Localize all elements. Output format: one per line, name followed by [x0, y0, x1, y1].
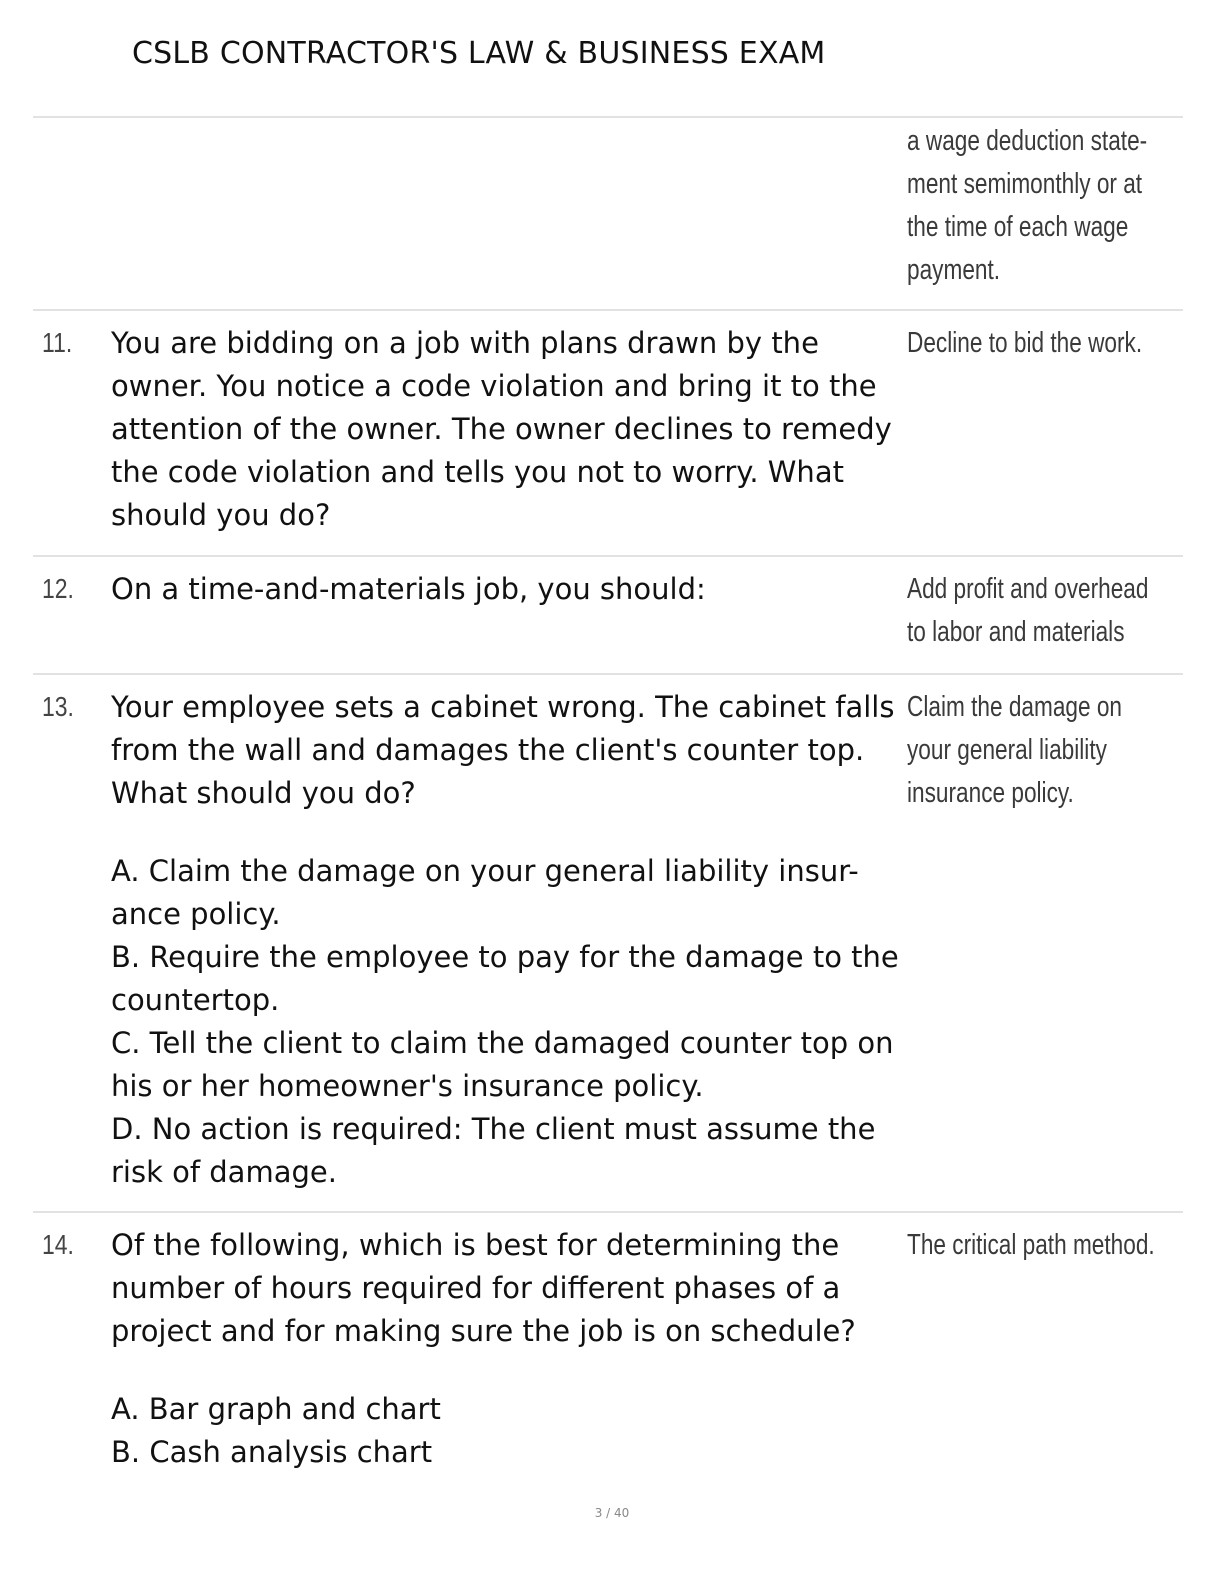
option-c: C. Tell the client to claim the damaged counter top on his or her homeowner's insurance policy.	[111, 1026, 894, 1103]
question-text	[111, 686, 911, 1194]
question-11-text: You are bidding on a job with plans drawn by the owner. You notice a code violation and bring it to the attention of the owner. The owner declines to remedy the code violation and tells you not to worry. What should you do?	[111, 326, 892, 532]
divider	[33, 309, 1183, 311]
answer-14: The critical path method.	[907, 1229, 1155, 1261]
question-12-text: On a time-and-materials job, you should:	[111, 572, 706, 606]
options-list	[111, 850, 911, 1194]
question-text	[111, 568, 911, 611]
divider	[33, 1211, 1183, 1213]
option-b: B. Require the employee to pay for the damage to the countertop.	[111, 940, 899, 1017]
question-number: 11.	[42, 327, 73, 358]
answer-12: Add profit and overhead to labor and materials	[907, 573, 1149, 648]
page-title: CSLB CONTRACTOR'S LAW & BUSINESS EXAM	[132, 36, 826, 71]
options-list	[111, 1388, 911, 1474]
divider	[33, 673, 1183, 675]
option-a: A. Claim the damage on your general liability insur- ance policy.	[111, 854, 859, 931]
question-text	[111, 1224, 911, 1474]
divider	[33, 555, 1183, 557]
answer-continued: a wage deduction state- ment semimonthly or at the time of each wage payment.	[907, 125, 1148, 286]
question-13-text: Your employee sets a cabinet wrong. The cabinet falls from the wall and damages the client's counter top. What should you do?	[111, 690, 895, 810]
option-b: B. Cash analysis chart	[111, 1435, 433, 1469]
page-number: 3 / 40	[594, 1506, 630, 1520]
question-text	[111, 322, 911, 537]
answer-11: Decline to bid the work.	[907, 327, 1143, 359]
option-d: D. No action is required: The client must assume the risk of damage.	[111, 1112, 876, 1189]
option-a: A. Bar graph and chart	[111, 1392, 441, 1426]
question-14-text: Of the following, which is best for determining the number of hours required for different phases of a project and for making sure the job is on schedule?	[111, 1228, 856, 1348]
question-number: 14.	[42, 1229, 74, 1260]
question-number: 13.	[42, 691, 74, 722]
question-number: 12.	[42, 573, 74, 604]
answer-13: Claim the damage on your general liability insurance policy.	[907, 691, 1123, 809]
divider	[33, 116, 1183, 118]
